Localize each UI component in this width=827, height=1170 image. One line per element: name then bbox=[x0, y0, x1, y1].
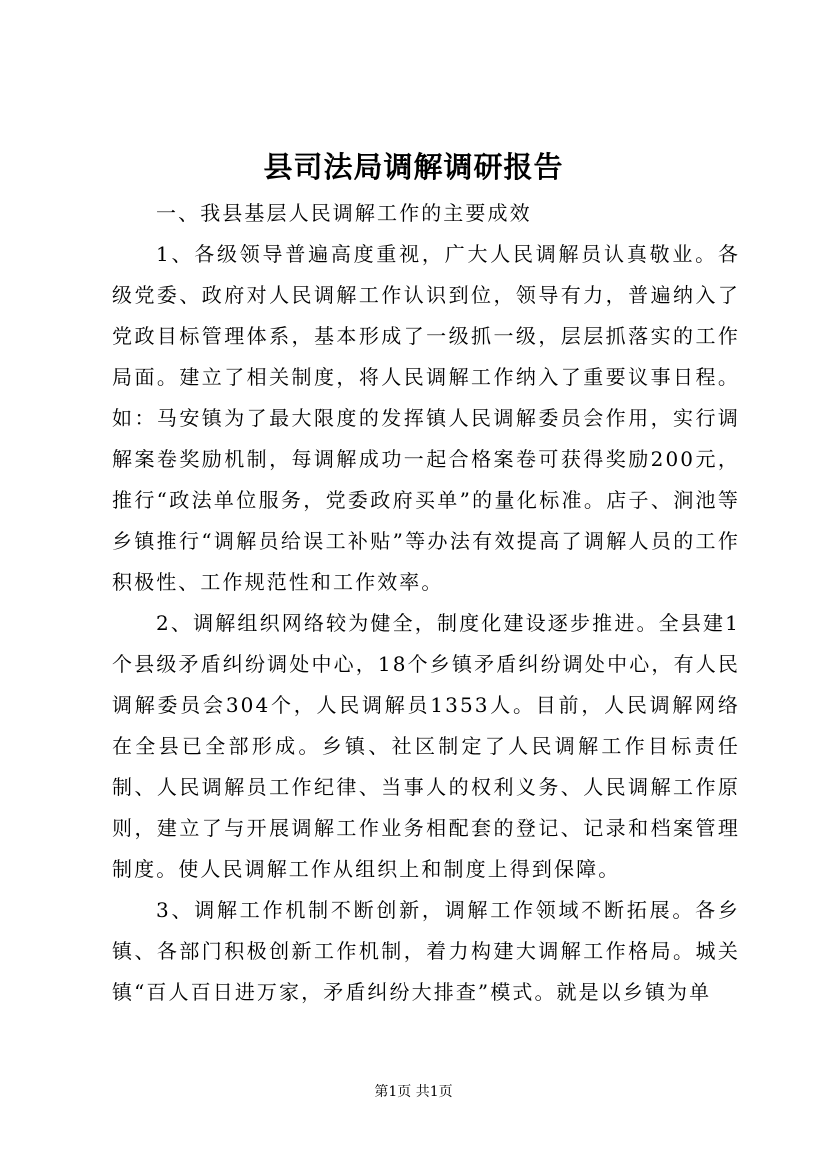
document-title: 县司法局调解调研报告 bbox=[263, 150, 564, 184]
paragraph-1: 1、各级领导普遍高度重视，广大人民调解员认真敬业。各级党委、政府对人民调解工作认识到位，领导有力，普遍纳入了党政目标管理体系，基本形成了一级抓一级，层层抓落实的工作局面。建立了相关制度，将人民调解工作纳入了重要议事日程。如：马安镇为了最大限度的发挥镇人民调解委员会作用，实行调解案卷奖励机制，每调解成功一起合格案卷可获得奖励200元，推行“政法单位服务，党委政府买单”的量化标准。店子、涧池等乡镇推行“调解员给误工补贴”等办法有效提高了调解人员的工作积极性、工作规范性和工作效率。 bbox=[112, 242, 740, 594]
section-heading: 一、我县基层人民调解工作的主要成效 bbox=[156, 201, 532, 225]
document-body bbox=[112, 193, 740, 1013]
paragraph-2: 2、调解组织网络较为健全，制度化建设逐步推进。全县建1个县级矛盾纠纷调处中心，18个乡镇矛盾纠纷调处中心，有人民调解委员会304个，人民调解员1353人。目前，人民调解网络在全县已全部形成。乡镇、社区制定了人民调解工作目标责任制、人民调解员工作纪律、当事人的权利义务、人民调解工作原则，建立了与开展调解工作业务相配套的登记、记录和档案管理制度。使人民调解工作从组织上和制度上得到保障。 bbox=[112, 611, 740, 881]
page-footer: 第1页 共1页 bbox=[374, 1084, 453, 1100]
paragraph-3: 3、调解工作机制不断创新，调解工作领域不断拓展。各乡镇、各部门积极创新工作机制，着力构建大调解工作格局。城关镇“百人百日进万家，矛盾纠纷大排查”模式。就是以乡镇为单 bbox=[112, 898, 740, 1004]
